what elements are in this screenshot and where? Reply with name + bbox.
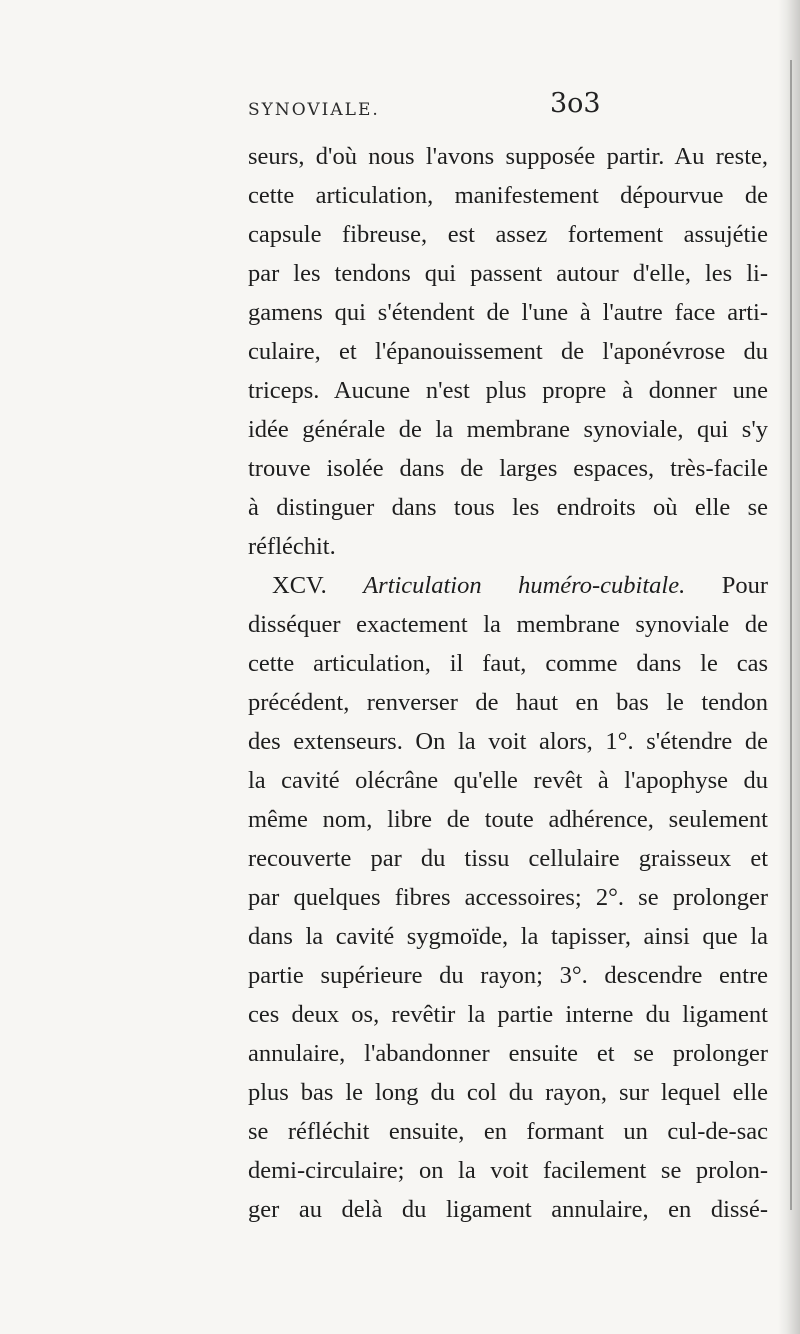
section-number: XCV. [272,572,327,599]
text-line: gamens qui s'étendent de l'une à l'autre face arti- [248,299,768,326]
text-line: même nom, libre de toute adhérence, seulement [248,806,768,833]
text-line: capsule fibreuse, est assez fortement assujétie [248,221,768,248]
text-line: dans la cavité sygmoïde, la tapisser, ainsi que la [248,923,768,950]
text-line: cette articulation, manifestement dépourvue de [248,182,768,209]
text-line: trouve isolée dans de larges espaces, très-facile [248,455,768,482]
page-edge-line [790,60,792,1210]
text-line: par quelques fibres accessoires; 2°. se prolonger [248,884,768,911]
running-title: SYNOVIALE. [248,100,380,120]
section-first-words: Pour [721,572,769,599]
text-line: plus bas le long du col du rayon, sur lequel elle [248,1079,768,1106]
text-line: par les tendons qui passent autour d'elle, les li- [248,260,768,287]
text-line: cette articulation, il faut, comme dans le cas [248,650,768,677]
text-line: annulaire, l'abandonner ensuite et se prolonger [248,1040,768,1067]
text-line: disséquer exactement la membrane synoviale de [248,611,768,638]
text-line: des extenseurs. On la voit alors, 1°. s'étendre de [248,728,768,755]
text-line: demi-circulaire; on la voit facilement se prolon- [248,1157,768,1184]
page-edge-shadow [778,0,800,1334]
text-line: culaire, et l'épanouissement de l'aponévrose du [248,338,768,365]
text-line: partie supérieure du rayon; 3°. descendre entre [248,962,768,989]
page-number: 3o3 [550,88,601,119]
text-line: ger au delà du ligament annulaire, en dissé- [248,1196,768,1223]
section-title: Articulation huméro-cubitale. [363,572,686,599]
page-header [248,88,748,130]
text-line: ces deux os, revêtir la partie interne du ligament [248,1001,768,1028]
text-line: recouverte par du tissu cellulaire graisseux et [248,845,768,872]
text-line: réfléchit. [248,533,336,560]
text-line: seurs, d'où nous l'avons supposée partir. Au reste, [248,143,768,170]
text-line: précédent, renverser de haut en bas le tendon [248,689,768,716]
text-line: idée générale de la membrane synoviale, qui s'y [248,416,768,443]
section-heading-line [248,566,768,605]
body-text [248,137,768,1229]
text-line: triceps. Aucune n'est plus propre à donner une [248,377,768,404]
text-line: la cavité olécrâne qu'elle revêt à l'apophyse du [248,767,768,794]
text-line: à distinguer dans tous les endroits où elle se [248,494,768,521]
text-line: se réfléchit ensuite, en formant un cul-de-sac [248,1118,768,1145]
